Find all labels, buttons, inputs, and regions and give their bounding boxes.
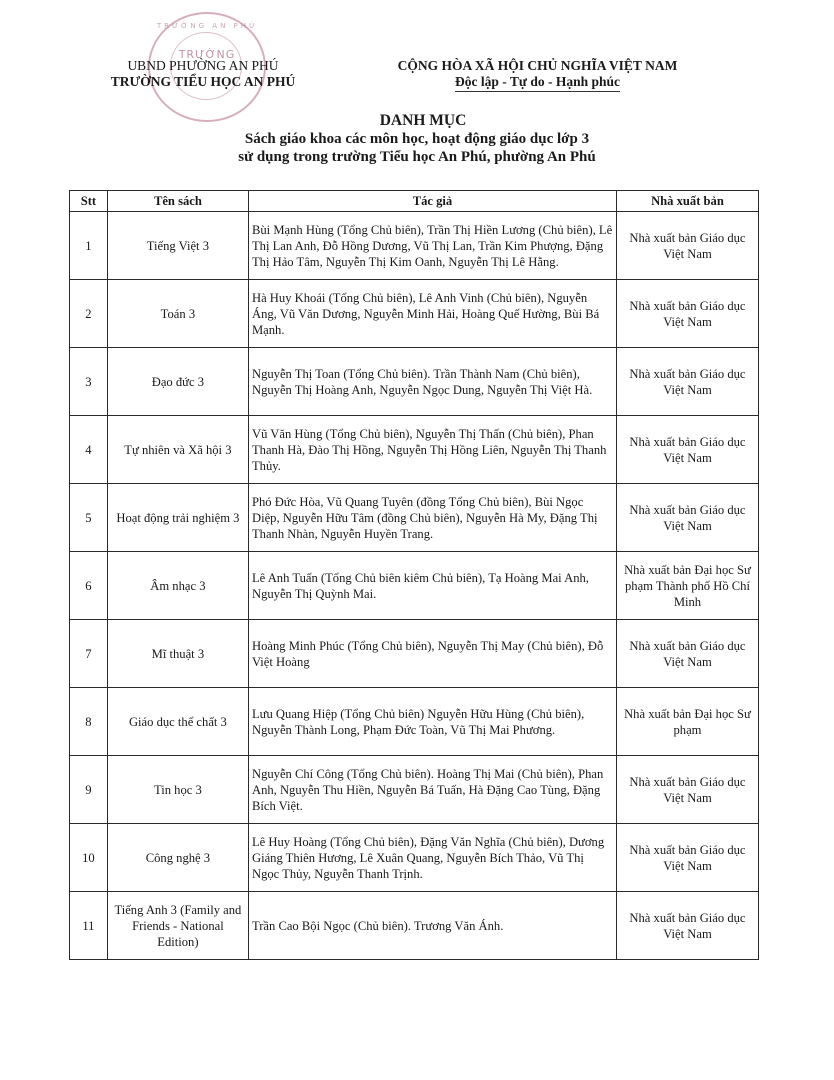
stamp-center-text: TRƯỜNG (178, 48, 236, 61)
row-publisher: Nhà xuất bản Giáo dục Việt Nam (616, 280, 758, 348)
table-row (70, 688, 759, 756)
national-header (365, 58, 710, 92)
row-publisher: Nhà xuất bản Giáo dục Việt Nam (616, 756, 758, 824)
issuer-header (88, 58, 318, 90)
table-row (70, 892, 759, 960)
row-publisher: Nhà xuất bản Đại học Sư phạm (616, 688, 758, 756)
row-authors: Vũ Văn Hùng (Tổng Chủ biên), Nguyễn Thị Thấn (Chủ biên), Phan Thanh Hà, Đào Thị Hồng, Nguyễn Thị Hồng Liên, Nguyễn Thị Thanh Thủy. (248, 416, 616, 484)
row-book-name: Đạo đức 3 (107, 348, 248, 416)
row-authors: Phó Đức Hòa, Vũ Quang Tuyên (đồng Tổng Chủ biên), Bùi Ngọc Diệp, Nguyễn Hữu Tâm (đồng Chủ biên), Nguyễn Hà My, Đặng Thị Thanh Nhàn, Nguyễn Huyền Trang. (248, 484, 616, 552)
row-publisher: Nhà xuất bản Đại học Sư phạm Thành phố Hồ Chí Minh (616, 552, 758, 620)
stamp-ring-text: TRƯỜNG AN PHÚ (156, 22, 258, 30)
title-line-3: sử dụng trong trường Tiểu học An Phú, phường An Phú (238, 149, 596, 165)
row-authors: Nguyễn Chí Công (Tổng Chủ biên). Hoàng Thị Mai (Chủ biên), Phan Anh, Nguyễn Thu Hiền, Nguyễn Bá Tuấn, Hà Đặng Cao Tùng, Đặng Bích Việt. (248, 756, 616, 824)
table-row (70, 416, 759, 484)
row-publisher: Nhà xuất bản Giáo dục Việt Nam (616, 484, 758, 552)
row-book-name: Tin học 3 (107, 756, 248, 824)
row-stt: 2 (70, 280, 108, 348)
row-publisher: Nhà xuất bản Giáo dục Việt Nam (616, 212, 758, 280)
row-book-name: Tiếng Anh 3 (Family and Friends - National Edition) (107, 892, 248, 960)
national-title: CỘNG HÒA XÃ HỘI CHỦ NGHĨA VIỆT NAM (397, 58, 678, 73)
row-authors: Hà Huy Khoái (Tổng Chủ biên), Lê Anh Vinh (Chủ biên), Nguyễn Áng, Vũ Văn Dương, Nguyễn Minh Hải, Hoàng Quế Hường, Bùi Bá Mạnh. (248, 280, 616, 348)
table-row (70, 280, 759, 348)
national-motto: Độc lập - Tự do - Hạnh phúc (455, 74, 620, 92)
row-stt: 10 (70, 824, 108, 892)
row-publisher: Nhà xuất bản Giáo dục Việt Nam (616, 892, 758, 960)
row-book-name: Hoạt động trải nghiệm 3 (107, 484, 248, 552)
row-stt: 5 (70, 484, 108, 552)
row-book-name: Âm nhạc 3 (107, 552, 248, 620)
document-title (0, 112, 834, 166)
row-authors: Bùi Mạnh Hùng (Tổng Chủ biên), Trần Thị Hiền Lương (Chủ biên), Lê Thị Lan Anh, Đỗ Hồng Dương, Vũ Thị Lan, Trần Kim Phượng, Đặng Thị Hảo Tâm, Nguyễn Thị Kim Oanh, Nguyễn Thị Lê Hằng. (248, 212, 616, 280)
row-publisher: Nhà xuất bản Giáo dục Việt Nam (616, 416, 758, 484)
row-publisher: Nhà xuất bản Giáo dục Việt Nam (616, 620, 758, 688)
row-stt: 3 (70, 348, 108, 416)
table-row (70, 552, 759, 620)
title-line-2: Sách giáo khoa các môn học, hoạt động giáo dục lớp 3 (244, 131, 590, 147)
header-authors: Tác giả (248, 191, 616, 212)
row-stt: 4 (70, 416, 108, 484)
table-row (70, 484, 759, 552)
row-publisher: Nhà xuất bản Giáo dục Việt Nam (616, 348, 758, 416)
row-stt: 8 (70, 688, 108, 756)
row-stt: 9 (70, 756, 108, 824)
row-authors: Hoàng Minh Phúc (Tổng Chủ biên), Nguyễn Thị May (Chủ biên), Đỗ Việt Hoàng (248, 620, 616, 688)
row-authors: Lê Anh Tuấn (Tổng Chủ biên kiêm Chủ biên), Tạ Hoàng Mai Anh, Nguyễn Thị Quỳnh Mai. (248, 552, 616, 620)
row-stt: 6 (70, 552, 108, 620)
row-book-name: Toán 3 (107, 280, 248, 348)
row-book-name: Tự nhiên và Xã hội 3 (107, 416, 248, 484)
issuer-school: TRƯỜNG TIỂU HỌC AN PHÚ (110, 74, 296, 89)
table-row (70, 348, 759, 416)
issuer-authority: UBND PHƯỜNG AN PHÚ (127, 58, 279, 73)
table-header-row (70, 191, 759, 212)
row-authors: Lưu Quang Hiệp (Tổng Chủ biên) Nguyễn Hữu Hùng (Chủ biên), Nguyễn Thành Long, Phạm Đức Toàn, Vũ Thị Mai Phương. (248, 688, 616, 756)
header-stt: Stt (70, 191, 108, 212)
row-stt: 1 (70, 212, 108, 280)
row-book-name: Tiếng Việt 3 (107, 212, 248, 280)
row-book-name: Công nghệ 3 (107, 824, 248, 892)
row-authors: Trần Cao Bội Ngọc (Chủ biên). Trương Văn Ánh. (248, 892, 616, 960)
row-authors: Nguyễn Thị Toan (Tổng Chủ biên). Trần Thành Nam (Chủ biên), Nguyễn Thị Hoàng Anh, Nguyễn Ngọc Dung, Nguyễn Thị Việt Hà. (248, 348, 616, 416)
table-row (70, 620, 759, 688)
table-row (70, 824, 759, 892)
title-line-1: DANH MỤC (379, 112, 467, 129)
row-stt: 7 (70, 620, 108, 688)
table-row (70, 212, 759, 280)
row-publisher: Nhà xuất bản Giáo dục Việt Nam (616, 824, 758, 892)
row-book-name: Mĩ thuật 3 (107, 620, 248, 688)
header-publisher: Nhà xuất bản (616, 191, 758, 212)
header-book-name: Tên sách (107, 191, 248, 212)
table-row (70, 756, 759, 824)
row-authors: Lê Huy Hoàng (Tổng Chủ biên), Đặng Văn Nghĩa (Chủ biên), Dương Giáng Thiên Hương, Lê Xuân Quang, Nguyễn Bích Thảo, Vũ Thị Ngọc Thủy, Nguyễn Thanh Trịnh. (248, 824, 616, 892)
row-book-name: Giáo dục thể chất 3 (107, 688, 248, 756)
textbook-table (69, 190, 759, 960)
row-stt: 11 (70, 892, 108, 960)
